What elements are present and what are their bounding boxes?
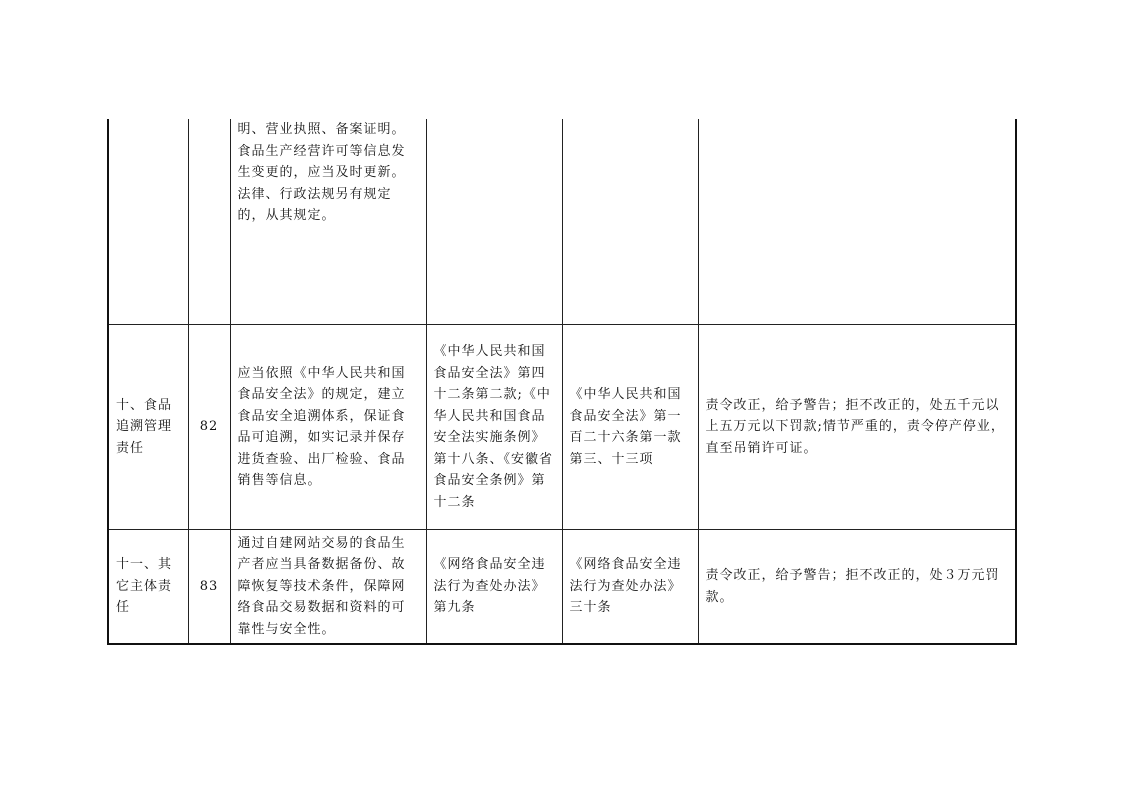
- responsibility-title-cell: [108, 119, 188, 325]
- item-number-cell: 83: [188, 530, 230, 645]
- legal-basis-cell: 《网络食品安全违法行为查处办法》第九条: [426, 530, 562, 645]
- requirement-cell: 明、营业执照、备案证明。食品生产经营许可等信息发生变更的，应当及时更新。法律、行政法规另有规定的，从其规定。: [230, 119, 426, 325]
- penalty-cell: 责令改正，给予警告；拒不改正的，处五千元以上五万元以下罚款;情节严重的，责令停产停业，直至吊销许可证。: [698, 325, 1016, 530]
- legal-basis-cell: [426, 119, 562, 325]
- penalty-cell: [698, 119, 1016, 325]
- responsibility-title-cell: 十、食品追溯管理责任: [108, 325, 188, 530]
- penalty-basis-cell: 《网络食品安全违法行为查处办法》三十条: [562, 530, 698, 645]
- table-row: [108, 325, 1016, 530]
- requirement-cell: 应当依照《中华人民共和国食品安全法》的规定，建立食品安全追溯体系，保证食品可追溯，如实记录并保存进货查验、出厂检验、食品销售等信息。: [230, 325, 426, 530]
- table-row: [108, 119, 1016, 325]
- penalty-basis-cell: [562, 119, 698, 325]
- table-row: [108, 530, 1016, 645]
- regulation-table: [107, 119, 1017, 645]
- responsibility-title-cell: 十一、其它主体责任: [108, 530, 188, 645]
- legal-basis-cell: 《中华人民共和国食品安全法》第四十二条第二款;《中华人民共和国食品安全法实施条例》第十八条、《安徽省食品安全条例》第十二条: [426, 325, 562, 530]
- penalty-basis-cell: 《中华人民共和国食品安全法》第一百二十六条第一款第三、十三项: [562, 325, 698, 530]
- requirement-cell: 通过自建网站交易的食品生产者应当具备数据备份、故障恢复等技术条件，保障网络食品交易数据和资料的可靠性与安全性。: [230, 530, 426, 645]
- item-number-cell: 82: [188, 325, 230, 530]
- penalty-cell: 责令改正，给予警告；拒不改正的，处３万元罚款。: [698, 530, 1016, 645]
- item-number-cell: [188, 119, 230, 325]
